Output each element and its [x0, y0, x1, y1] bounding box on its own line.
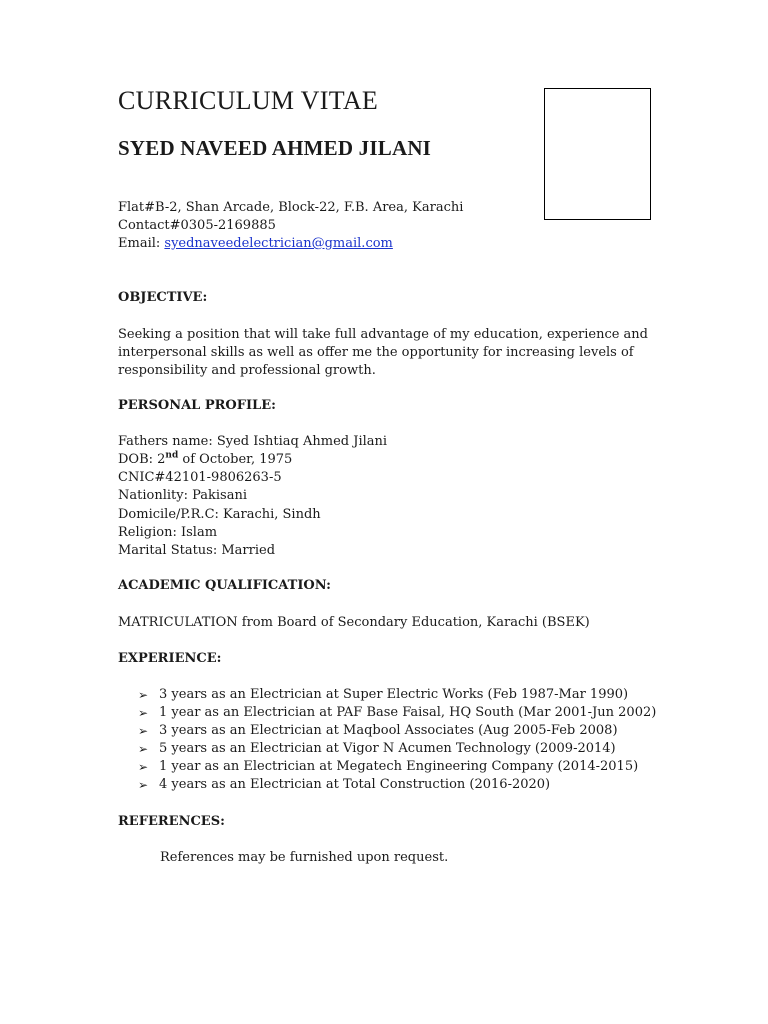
- contact-line: Contact#0305-2169885: [118, 218, 276, 233]
- experience-item: [138, 704, 656, 722]
- dob-ordinal: nd: [165, 450, 179, 461]
- arrow-bullet-icon: ➢: [138, 724, 149, 738]
- document-title: CURRICULUM VITAE: [118, 86, 379, 115]
- academic-heading: ACADEMIC QUALIFICATION:: [118, 578, 331, 593]
- objective-paragraph: [118, 326, 649, 380]
- objective-line: interpersonal skills as well as offer me the opportunity for increasing levels of: [118, 345, 634, 360]
- marital-status: Marital Status: Married: [118, 543, 276, 558]
- references-heading: REFERENCES:: [118, 814, 225, 829]
- experience-text: 1 year as an Electrician at Megatech Engineering Company (2014-2015): [159, 759, 639, 774]
- cnic: CNIC#42101-9806263-5: [118, 470, 282, 485]
- experience-item: [138, 776, 656, 794]
- experience-text: 1 year as an Electrician at PAF Base Faisal, HQ South (Mar 2001-Jun 2002): [159, 705, 657, 720]
- domicile: Domicile/P.R.C: Karachi, Sindh: [118, 507, 321, 522]
- arrow-bullet-icon: ➢: [138, 742, 149, 756]
- experience-text: 3 years as an Electrician at Super Electric Works (Feb 1987-Mar 1990): [159, 687, 629, 702]
- experience-item: [138, 686, 656, 704]
- experience-item: [138, 722, 656, 740]
- dob-prefix: DOB: 2: [118, 452, 166, 467]
- photo-placeholder: [544, 88, 651, 220]
- address-line: Flat#B-2, Shan Arcade, Block-22, F.B. Area, Karachi: [118, 200, 464, 215]
- arrow-bullet-icon: ➢: [138, 778, 149, 792]
- arrow-bullet-icon: ➢: [138, 688, 149, 702]
- experience-heading: EXPERIENCE:: [118, 651, 222, 666]
- arrow-bullet-icon: ➢: [138, 760, 149, 774]
- experience-item: [138, 758, 656, 776]
- religion: Religion: Islam: [118, 525, 218, 540]
- date-of-birth: [118, 451, 292, 469]
- email-link[interactable]: syednaveedelectrician@gmail.com: [164, 236, 393, 251]
- objective-heading: OBJECTIVE:: [118, 290, 208, 305]
- fathers-name: Fathers name: Syed Ishtiaq Ahmed Jilani: [118, 434, 388, 449]
- candidate-name: SYED NAVEED AHMED JILANI: [118, 136, 432, 160]
- objective-line: Seeking a position that will take full advantage of my education, experience and: [118, 327, 649, 342]
- email-label: Email:: [118, 236, 165, 251]
- nationality: Nationlity: Pakisani: [118, 488, 248, 503]
- academic-qualification: MATRICULATION from Board of Secondary Education, Karachi (BSEK): [118, 615, 590, 630]
- experience-text: 4 years as an Electrician at Total Construction (2016-2020): [159, 777, 551, 792]
- arrow-bullet-icon: ➢: [138, 706, 149, 720]
- experience-item: [138, 740, 656, 758]
- objective-line: responsibility and professional growth.: [118, 363, 376, 378]
- experience-text: 5 years as an Electrician at Vigor N Acumen Technology (2009-2014): [159, 741, 616, 756]
- references-text: References may be furnished upon request.: [160, 850, 449, 865]
- dob-suffix: of October, 1975: [178, 452, 293, 467]
- experience-list: [138, 686, 656, 794]
- experience-text: 3 years as an Electrician at Maqbool Associates (Aug 2005-Feb 2008): [159, 723, 618, 738]
- email-line: [118, 235, 393, 253]
- personal-profile-heading: PERSONAL PROFILE:: [118, 398, 276, 413]
